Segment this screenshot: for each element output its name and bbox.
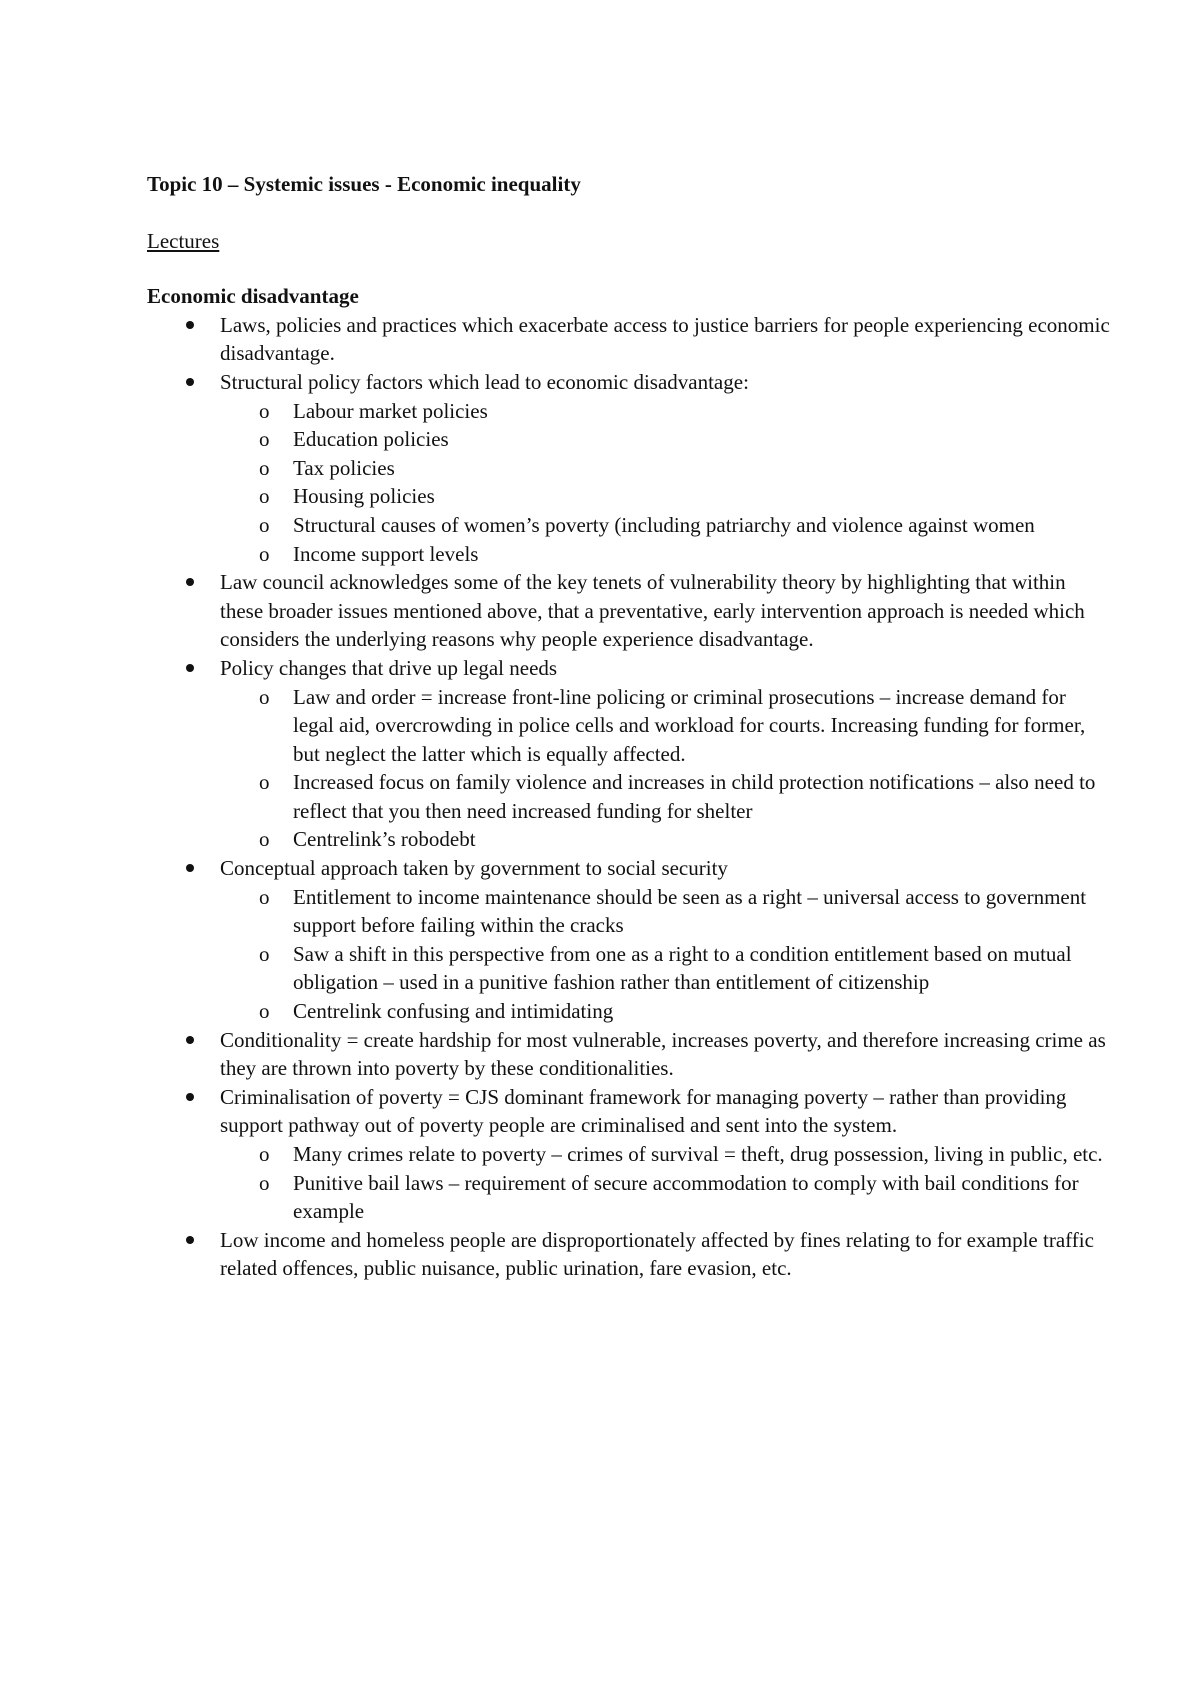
- sub-bullet-item: o Labour market policies: [220, 397, 1110, 426]
- sub-bullet-item: o Centrelink’s robodebt: [220, 825, 1110, 854]
- sub-bullet-item: o Income support levels: [220, 540, 1110, 569]
- bullet-list: [147, 311, 1110, 1283]
- bullet-text: Law council acknowledges some of the key tenets of vulnerability theory by highlighting that within these broader issues mentioned above, that a preventative, early intervention approach is needed which considers the underlying reasons why people experience disadvantage.: [220, 570, 1085, 652]
- bullet-text: Laws, policies and practices which exacerbate access to justice barriers for people experiencing economic disadvantage.: [220, 312, 1110, 366]
- sub-bullet-item: o Tax policies: [220, 454, 1110, 483]
- bullet-text: Conceptual approach taken by government to social security: [220, 856, 728, 881]
- bullet-item: [147, 654, 1110, 854]
- sub-bullet-list: [220, 883, 1110, 1026]
- sub-bullet-item: o Punitive bail laws – requirement of secure accommodation to comply with bail conditions for example: [220, 1169, 1110, 1226]
- bullet-item: [147, 854, 1110, 1026]
- bullet-item: [147, 1083, 1110, 1226]
- bullet-text: Structural policy factors which lead to economic disadvantage:: [220, 369, 749, 394]
- bullet-item: [147, 1226, 1110, 1283]
- sub-bullet-item: o Entitlement to income maintenance should be seen as a right – universal access to government support before failing within the cracks: [220, 883, 1110, 940]
- bullet-item: [147, 1026, 1110, 1083]
- section-heading: Economic disadvantage: [147, 284, 359, 309]
- sub-bullet-item: o Law and order = increase front-line policing or criminal prosecutions – increase demand for legal aid, overcrowding in police cells and workload for courts. Increasing funding for former, but neglect the latter which is equally affected.: [220, 683, 1110, 769]
- sub-bullet-item: o Many crimes relate to poverty – crimes of survival = theft, drug possession, living in public, etc.: [220, 1140, 1110, 1169]
- bullet-item: [147, 311, 1110, 368]
- sub-bullet-list: [220, 1140, 1110, 1226]
- sub-bullet-list: [220, 683, 1110, 855]
- bullet-item: [147, 568, 1110, 654]
- sub-bullet-item: o Centrelink confusing and intimidating: [220, 997, 1110, 1026]
- bullet-text: Policy changes that drive up legal needs: [220, 655, 558, 680]
- bullet-text: Low income and homeless people are disproportionately affected by fines relating to for example traffic related offences, public nuisance, public urination, fare evasion, etc.: [220, 1227, 1094, 1281]
- lectures-subheading: Lectures: [147, 228, 220, 253]
- sub-bullet-item: o Structural causes of women’s poverty (including patriarchy and violence against women: [220, 511, 1110, 540]
- bullet-text: Conditionality = create hardship for most vulnerable, increases poverty, and therefore increasing crime as they are thrown into poverty by these conditionalities.: [220, 1027, 1106, 1081]
- sub-bullet-item: o Education policies: [220, 425, 1110, 454]
- sub-bullet-list: [220, 397, 1110, 569]
- sub-bullet-item: o Housing policies: [220, 482, 1110, 511]
- sub-bullet-item: o Saw a shift in this perspective from one as a right to a condition entitlement based on mutual obligation – used in a punitive fashion rather than entitlement of citizenship: [220, 940, 1110, 997]
- bullet-item: [147, 368, 1110, 568]
- sub-bullet-item: o Increased focus on family violence and increases in child protection notifications – also need to reflect that you then need increased funding for shelter: [220, 768, 1110, 825]
- bullet-text: Criminalisation of poverty = CJS dominant framework for managing poverty – rather than providing support pathway out of poverty people are criminalised and sent into the system.: [220, 1084, 1067, 1138]
- document-title: Topic 10 – Systemic issues - Economic inequality: [147, 172, 581, 196]
